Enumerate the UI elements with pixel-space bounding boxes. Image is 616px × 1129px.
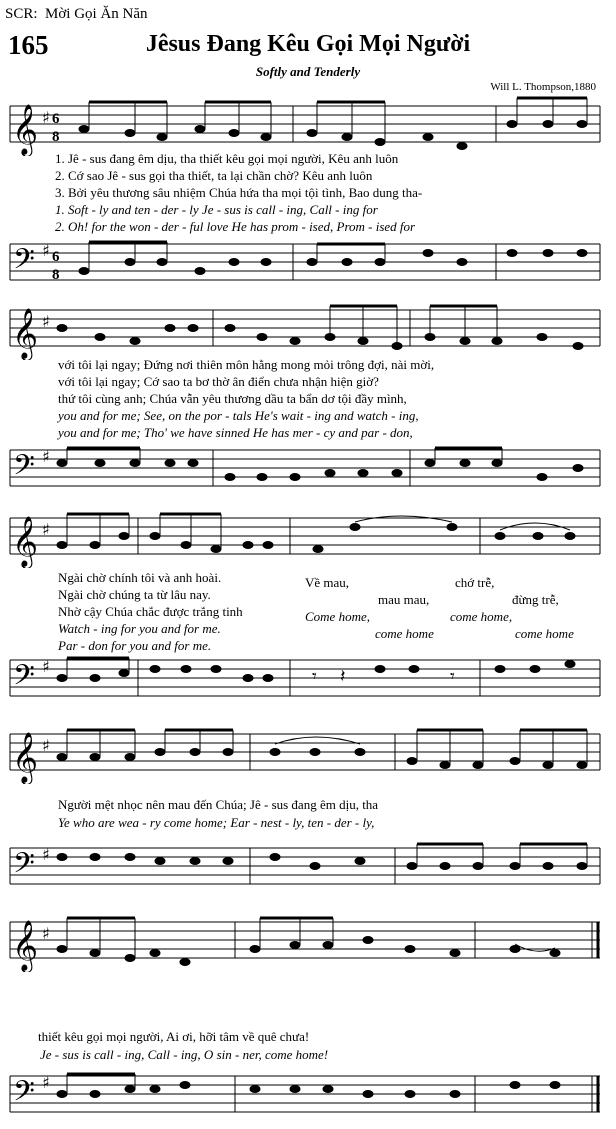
- bass-clef-icon: 𝄢: [13, 659, 35, 699]
- composer-credit: Will L. Thompson,1880: [490, 81, 596, 93]
- svg-text:8: 8: [52, 129, 60, 145]
- svg-text:♯: ♯: [42, 108, 50, 127]
- refrain-lyric: đừng trễ,: [512, 592, 559, 607]
- svg-text:♯: ♯: [42, 657, 50, 676]
- refrain-lyric: come home: [515, 626, 574, 641]
- lyric-line: thiết kêu gọi mọi người, Ai ơi, hỡi tâm về quê chưa!: [38, 1029, 310, 1044]
- svg-text:♯: ♯: [42, 447, 50, 466]
- lyric-line: Nhờ cậy Chúa chắc được trắng tinh: [58, 604, 243, 619]
- refrain-lyric: come home: [375, 626, 434, 641]
- bass-staff-4: [0, 838, 616, 898]
- lyric-line: với tôi lại ngay; Đứng nơi thiên môn hằng mong mỏi trông đợi, nài mời,: [58, 357, 435, 372]
- hymn-title: Jêsus Đang Kêu Gọi Mọi Người: [145, 31, 471, 57]
- svg-text:♯: ♯: [42, 924, 50, 943]
- lyric-line: 3. Bởi yêu thương sâu nhiệm Chúa hứa tha mọi tội tình, Bao dung tha-: [55, 185, 423, 200]
- refrain-lyric: come home,: [450, 609, 513, 624]
- lyric-line: Ngài chờ chính tôi và anh hoài.: [58, 570, 222, 585]
- treble-clef-icon: 𝄞: [12, 104, 39, 155]
- lyric-line: Je - sus is call - ing, Call - ing, O sin - ner, come home!: [40, 1047, 329, 1062]
- bass-clef-icon: 𝄢: [13, 1075, 35, 1115]
- svg-text:8: 8: [52, 267, 60, 283]
- treble-clef-icon: 𝄞: [12, 732, 39, 783]
- lyric-line: Par - don for you and for me.: [58, 638, 212, 653]
- lyric-line: Ngài chờ chúng ta từ lâu nay.: [58, 587, 211, 602]
- lyric-line: với tôi lại ngay; Cớ sao ta bơ thờ ân điển chưa nhận hiện giờ?: [58, 374, 379, 389]
- refrain-lyric: Come home,: [305, 609, 370, 624]
- treble-clef-icon: 𝄞: [12, 308, 39, 359]
- treble-staff-1: [0, 96, 616, 156]
- svg-text:♯: ♯: [42, 520, 50, 539]
- svg-text:𝄾: 𝄾: [450, 666, 455, 687]
- lyric-line: 1. Soft - ly and ten - der - ly Je - sus is call - ing, Call - ing for: [55, 202, 378, 217]
- lyric-line: thứ tôi cùng anh; Chúa vẫn yêu thương dầu ta bẩn dơ tội đầy mình,: [58, 391, 407, 406]
- category-label: SCR: Mời Gọi Ăn Năn: [5, 6, 148, 22]
- refrain-lyric: chớ trễ,: [455, 575, 495, 590]
- treble-staff-4: [0, 724, 616, 784]
- tempo-marking: Softly and Tenderly: [255, 64, 361, 79]
- lyric-line: Ye who are wea - ry come home; Ear - nest - ly, ten - der - ly,: [58, 815, 375, 830]
- svg-text:𝄽: 𝄽: [340, 666, 346, 687]
- svg-text:𝄾: 𝄾: [312, 666, 317, 687]
- treble-staff-3: [0, 508, 616, 568]
- refrain-lyric: Về mau,: [305, 575, 350, 590]
- treble-clef-icon: 𝄞: [12, 516, 39, 567]
- lyric-line: 2. Cớ sao Jê - sus gọi tha thiết, ta lại chần chờ? Kêu anh luôn: [55, 168, 373, 183]
- svg-text:♯: ♯: [42, 312, 50, 331]
- treble-clef-icon: 𝄞: [12, 920, 39, 971]
- lyric-line: Watch - ing for you and for me.: [58, 621, 221, 636]
- svg-text:♯: ♯: [42, 845, 50, 864]
- lyric-line: 2. Oh! for the won - der - ful love He has prom - ised, Prom - ised for: [55, 219, 416, 234]
- bass-clef-icon: 𝄢: [13, 243, 35, 283]
- hymn-number: 165: [8, 30, 49, 60]
- bass-staff-2: [0, 440, 616, 500]
- bass-staff-1: [0, 234, 616, 294]
- svg-text:6: 6: [52, 111, 60, 127]
- lyric-line: you and for me; Tho' we have sinned He has mer - cy and par - don,: [58, 425, 413, 440]
- svg-text:♯: ♯: [42, 241, 50, 260]
- svg-text:♯: ♯: [42, 736, 50, 755]
- lyric-line: Người mệt nhọc nên mau đến Chúa; Jê - sus đang êm dịu, tha: [58, 797, 379, 812]
- svg-text:6: 6: [52, 249, 60, 265]
- bass-staff-5: [0, 1066, 616, 1126]
- lyric-line: you and for me; See, on the por - tals He's wait - ing and watch - ing,: [58, 408, 419, 423]
- lyric-line: 1. Jê - sus đang êm dịu, tha thiết kêu gọi mọi người, Kêu anh luôn: [55, 151, 399, 166]
- treble-staff-5: [0, 912, 616, 972]
- treble-staff-2: [0, 300, 616, 360]
- bass-clef-icon: 𝄢: [13, 449, 35, 489]
- bass-clef-icon: 𝄢: [13, 847, 35, 887]
- bass-staff-3: [0, 650, 616, 710]
- refrain-lyric: mau mau,: [378, 592, 430, 607]
- svg-text:♯: ♯: [42, 1073, 50, 1092]
